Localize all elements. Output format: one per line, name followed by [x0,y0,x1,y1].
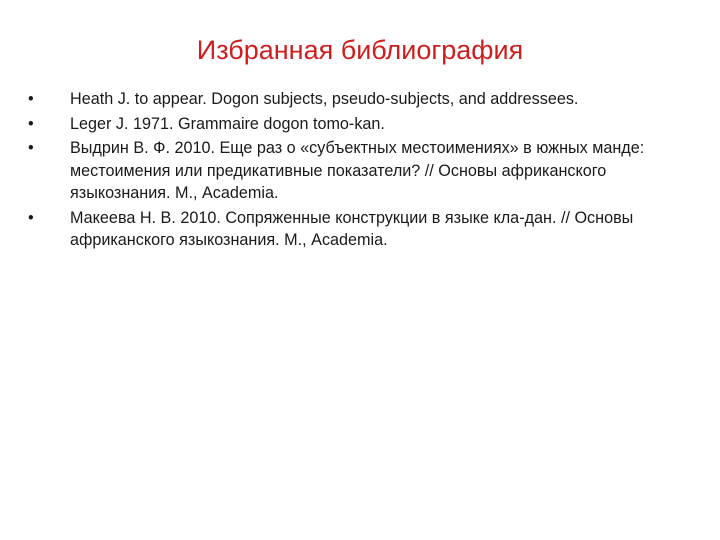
bullet-icon: • [28,90,34,108]
bullet-icon: • [28,114,34,133]
bullet-icon: • [28,208,34,227]
bibliography-list [28,88,668,254]
bibliography-item-text: Выдрин В. Ф. 2010. Еще раз о «субъектных местоимениях» в южных манде: местоимения или предикативные показатели? // Основы африканского языкознания. М., Academia. [70,139,645,202]
bibliography-item [28,137,668,205]
bullet-icon: • [28,139,34,157]
bibliography-item-text: Макеева Н. В. 2010. Сопряженные конструкции в языке кла-дан. // Основы африканского языкознания. М., Academia. [70,208,634,249]
bibliography-item-text: Leger J. 1971. Grammaire dogon tomo-kan. [70,114,385,133]
bibliography-item [28,207,668,252]
bibliography-item [28,113,668,136]
bibliography-item [28,88,668,111]
bibliography-item-text: Heath J. to appear. Dogon subjects, pseudo-subjects, and addressees. [70,90,579,108]
slide-title: Избранная библиография [196,35,524,65]
